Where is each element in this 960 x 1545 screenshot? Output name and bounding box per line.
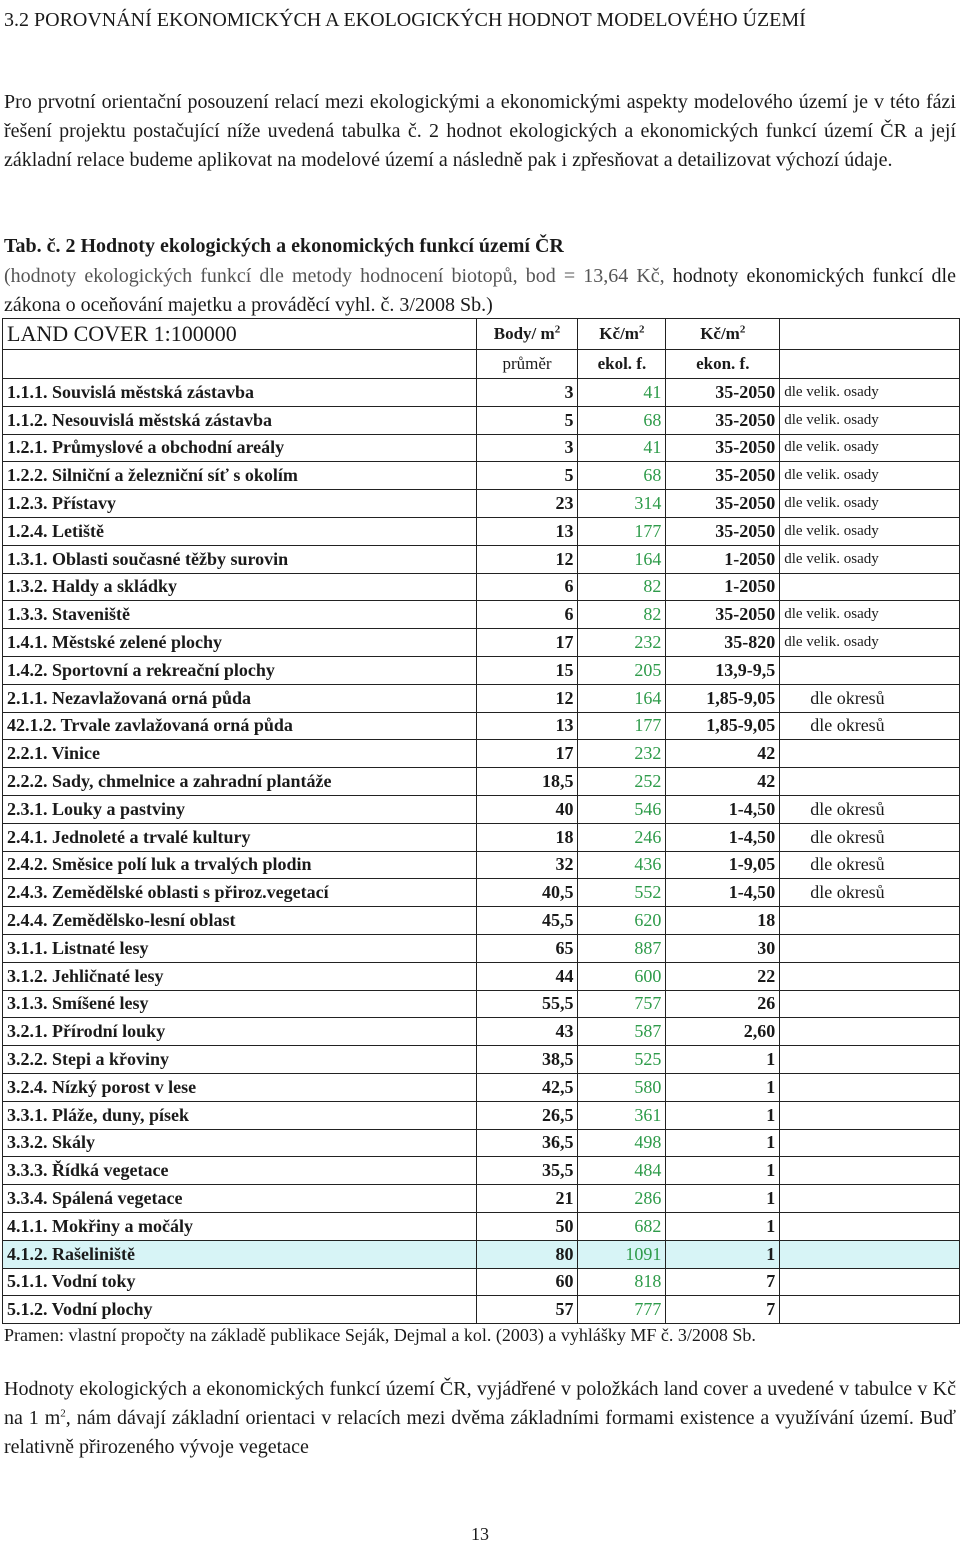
ekon-subheader: ekon. f.: [666, 350, 780, 379]
table-row: [3, 768, 960, 796]
points-value: 21: [476, 1185, 578, 1213]
table-row: [3, 1046, 960, 1074]
table-source: Pramen: vlastní propočty na základě publikace Seják, Dejmal a kol. (2003) a vyhlášky MF č. 3/2008 Sb.: [4, 1325, 756, 1345]
land-cover-name: 2.4.4. Zemědělsko-lesní oblast: [3, 907, 477, 935]
table-row: [3, 823, 960, 851]
table-row: [3, 934, 960, 962]
ekol-value: 164: [578, 684, 666, 712]
note-value: dle okresů: [780, 823, 960, 851]
ekon-value: 42: [666, 740, 780, 768]
land-cover-name: 1.3.2. Haldy a skládky: [3, 573, 477, 601]
ekol-value: 82: [578, 573, 666, 601]
ekol-subheader: ekol. f.: [578, 350, 666, 379]
page-number: 13: [471, 1524, 489, 1544]
ekon-value: 1-4,50: [666, 795, 780, 823]
land-cover-name: 5.1.2. Vodní plochy: [3, 1296, 477, 1324]
table-row: [3, 1185, 960, 1213]
points-value: 12: [476, 545, 578, 573]
ekol-value: 436: [578, 851, 666, 879]
ekon-value: 1,85-9,05: [666, 712, 780, 740]
note-value: dle okresů: [780, 879, 960, 907]
ekol-value: 232: [578, 740, 666, 768]
land-cover-name: 3.3.4. Spálená vegetace: [3, 1185, 477, 1213]
land-cover-name: 3.3.2. Skály: [3, 1129, 477, 1157]
ekon-value: 1: [666, 1157, 780, 1185]
ekol-value: 498: [578, 1129, 666, 1157]
points-value: 18: [476, 823, 578, 851]
note-value: [780, 1268, 960, 1296]
ekon-value: 30: [666, 934, 780, 962]
note-header: [780, 319, 960, 350]
closing-paragraph: Hodnoty ekologických a ekonomických funkcí území ČR, vyjádřené v položkách land cover a uvedené v tabulce v Kč na 1 $m^2$, nám dávají základní orientaci v relacích mezi dvěma základními formami existence a využívání území. Buď relativně přirozeného vývoje vegetace: [4, 1378, 957, 1458]
ekon-value: 35-2050: [666, 434, 780, 462]
note-value: dle velik. osady: [780, 629, 960, 657]
table-row: [3, 1101, 960, 1129]
points-value: 13: [476, 712, 578, 740]
ekon-value: 1,85-9,05: [666, 684, 780, 712]
land-cover-name: 1.1.1. Souvislá městská zástavba: [3, 379, 477, 407]
land-cover-name: 3.3.1. Pláže, duny, písek: [3, 1101, 477, 1129]
points-value: 32: [476, 851, 578, 879]
points-value: 80: [476, 1240, 578, 1268]
ekon-value: 1-2050: [666, 545, 780, 573]
points-value: 13: [476, 517, 578, 545]
note-value: dle velik. osady: [780, 545, 960, 573]
table-row: [3, 795, 960, 823]
points-value: 36,5: [476, 1129, 578, 1157]
table-row: [3, 962, 960, 990]
ekol-value: 177: [578, 517, 666, 545]
note-value: [780, 1240, 960, 1268]
note-value: [780, 1129, 960, 1157]
note-value: [780, 1212, 960, 1240]
note-value: [780, 990, 960, 1018]
points-value: 17: [476, 740, 578, 768]
ekol-value: 246: [578, 823, 666, 851]
points-value: 23: [476, 490, 578, 518]
points-value: 6: [476, 573, 578, 601]
ekol-value: 587: [578, 1018, 666, 1046]
ekol-value: 41: [578, 434, 666, 462]
note-value: dle velik. osady: [780, 434, 960, 462]
land-cover-name: 3.2.1. Přírodní louky: [3, 1018, 477, 1046]
note-value: [780, 1185, 960, 1213]
ekol-value: 620: [578, 907, 666, 935]
ekol-value: 41: [578, 379, 666, 407]
table-row: [3, 1129, 960, 1157]
ekol-value: 252: [578, 768, 666, 796]
ekon-value: 35-2050: [666, 379, 780, 407]
ekon-value: 26: [666, 990, 780, 1018]
ekol-value: 68: [578, 462, 666, 490]
note-value: [780, 573, 960, 601]
points-value: 15: [476, 656, 578, 684]
ekol-header: $Kč/m^2$: [578, 319, 666, 350]
table-row: [3, 851, 960, 879]
ekon-value: 18: [666, 907, 780, 935]
ekon-value: 13,9-9,5: [666, 656, 780, 684]
ekon-value: 35-2050: [666, 490, 780, 518]
average-subheader: průměr: [476, 350, 578, 379]
note-value: dle velik. osady: [780, 379, 960, 407]
note-value: [780, 656, 960, 684]
table-row: [3, 990, 960, 1018]
ekon-value: 1: [666, 1101, 780, 1129]
ekon-value: 1: [666, 1240, 780, 1268]
land-cover-name: 1.2.1. Průmyslové a obchodní areály: [3, 434, 477, 462]
table-row: [3, 517, 960, 545]
ekon-value: 1-4,50: [666, 879, 780, 907]
land-cover-name: 1.4.2. Sportovní a rekreační plochy: [3, 656, 477, 684]
note-value: [780, 740, 960, 768]
note-value: [780, 1296, 960, 1324]
ekol-value: 580: [578, 1073, 666, 1101]
points-value: 42,5: [476, 1073, 578, 1101]
table-row: [3, 740, 960, 768]
ekon-value: 35-2050: [666, 462, 780, 490]
ekon-value: 1: [666, 1073, 780, 1101]
points-value: 60: [476, 1268, 578, 1296]
points-value: 40: [476, 795, 578, 823]
ekon-value: 1: [666, 1046, 780, 1074]
note-value: dle velik. osady: [780, 517, 960, 545]
table-row: [3, 1073, 960, 1101]
table-row: [3, 1212, 960, 1240]
ekol-value: 1091: [578, 1240, 666, 1268]
ekol-value: 818: [578, 1268, 666, 1296]
land-cover-name: 1.3.1. Oblasti současné těžby surovin: [3, 545, 477, 573]
note-subheader: [780, 350, 960, 379]
ekol-value: 68: [578, 406, 666, 434]
note-value: dle velik. osady: [780, 462, 960, 490]
land-cover-name: 1.1.2. Nesouvislá městská zástavba: [3, 406, 477, 434]
table-row: [3, 462, 960, 490]
section-heading: 3.2 POROVNÁNÍ EKONOMICKÝCH A EKOLOGICKÝCH HODNOT MODELOVÉHO ÚZEMÍ: [4, 9, 806, 31]
ekon-value: 42: [666, 768, 780, 796]
points-value: 40,5: [476, 879, 578, 907]
points-value: 17: [476, 629, 578, 657]
table-row: [3, 406, 960, 434]
points-value: 18,5: [476, 768, 578, 796]
ekon-header: $Kč/m^2$: [666, 319, 780, 350]
ekol-value: 205: [578, 656, 666, 684]
land-cover-name: 5.1.1. Vodní toky: [3, 1268, 477, 1296]
points-value: 45,5: [476, 907, 578, 935]
points-value: 26,5: [476, 1101, 578, 1129]
ekol-value: 484: [578, 1157, 666, 1185]
table-row: [3, 1268, 960, 1296]
table-row: [3, 434, 960, 462]
note-value: dle velik. osady: [780, 601, 960, 629]
table-header-row: [3, 319, 960, 350]
note-value: [780, 962, 960, 990]
table-row: [3, 1296, 960, 1324]
note-value: dle velik. osady: [780, 490, 960, 518]
land-cover-name: 1.2.2. Silniční a železniční síť s okolím: [3, 462, 477, 490]
land-cover-name: 3.1.2. Jehličnaté lesy: [3, 962, 477, 990]
note-value: [780, 1046, 960, 1074]
land-cover-name: 2.2.2. Sady, chmelnice a zahradní plantáže: [3, 768, 477, 796]
points-value: 5: [476, 462, 578, 490]
land-cover-name: 1.2.3. Přístavy: [3, 490, 477, 518]
table-row: [3, 684, 960, 712]
table-row: [3, 907, 960, 935]
points-value: 5: [476, 406, 578, 434]
note-value: [780, 907, 960, 935]
land-cover-table: [2, 318, 960, 1324]
ekol-value: 525: [578, 1046, 666, 1074]
land-cover-name: 2.4.1. Jednoleté a trvalé kultury: [3, 823, 477, 851]
land-cover-name: 1.4.1. Městské zelené plochy: [3, 629, 477, 657]
land-cover-name: 1.2.4. Letiště: [3, 517, 477, 545]
table-row: [3, 879, 960, 907]
ekol-value: 757: [578, 990, 666, 1018]
table-row: [3, 490, 960, 518]
ekol-value: 682: [578, 1212, 666, 1240]
table-row: [3, 573, 960, 601]
ekol-value: 546: [578, 795, 666, 823]
land-cover-name: 42.1.2. Trvale zavlažovaná orná půda: [3, 712, 477, 740]
table-row: [3, 1018, 960, 1046]
table-row: [3, 545, 960, 573]
table-subtitle-rest: hodnoty ekonomických funkcí dle zákona o oceňování majetku a prováděcí vyhl. č. 3/2008 Sb.): [4, 265, 956, 316]
ekol-value: 361: [578, 1101, 666, 1129]
table-subtitle: [4, 262, 956, 320]
land-cover-name: 3.2.2. Stepi a křoviny: [3, 1046, 477, 1074]
note-value: [780, 1157, 960, 1185]
points-value: 35,5: [476, 1157, 578, 1185]
points-value: 65: [476, 934, 578, 962]
ekol-value: 82: [578, 601, 666, 629]
ekol-value: 164: [578, 545, 666, 573]
note-value: [780, 768, 960, 796]
ekon-value: 35-2050: [666, 406, 780, 434]
note-value: [780, 1073, 960, 1101]
land-cover-name: 2.2.1. Vinice: [3, 740, 477, 768]
note-value: [780, 1101, 960, 1129]
land-cover-name: 3.2.4. Nízký porost v lese: [3, 1073, 477, 1101]
table-row: [3, 379, 960, 407]
ekon-value: 7: [666, 1268, 780, 1296]
ekon-value: 22: [666, 962, 780, 990]
table-row: [3, 601, 960, 629]
note-value: dle okresů: [780, 684, 960, 712]
table-row: [3, 1240, 960, 1268]
table-row: [3, 712, 960, 740]
ekon-value: 7: [666, 1296, 780, 1324]
points-value: 44: [476, 962, 578, 990]
land-cover-header: LAND COVER 1:100000: [3, 319, 477, 350]
ekon-value: 35-820: [666, 629, 780, 657]
ekol-value: 177: [578, 712, 666, 740]
ekon-value: 35-2050: [666, 601, 780, 629]
ekol-value: 777: [578, 1296, 666, 1324]
ekon-value: 2,60: [666, 1018, 780, 1046]
land-cover-name: 3.3.3. Řídká vegetace: [3, 1157, 477, 1185]
ekol-value: 552: [578, 879, 666, 907]
ekol-value: 314: [578, 490, 666, 518]
land-cover-name: 2.4.2. Směsice polí luk a trvalých plodin: [3, 851, 477, 879]
note-value: dle okresů: [780, 712, 960, 740]
intro-paragraph: Pro prvotní orientační posouzení relací mezi ekologickými a ekonomickými aspekty modelového území je v této fázi řešení projektu postačující níže uvedená tabulka č. 2 hodnot ekologických a ekonomických funkcí území ČR a její základní relace budeme aplikovat na modelové území a následně pak i zpřesňovat a detailizovat výchozí údaje.: [4, 91, 956, 171]
ekol-value: 887: [578, 934, 666, 962]
ekol-value: 286: [578, 1185, 666, 1213]
ekon-value: 1: [666, 1129, 780, 1157]
table-row: [3, 629, 960, 657]
ekon-value: 1-4,50: [666, 823, 780, 851]
empty-subheader: [3, 350, 477, 379]
land-cover-name: 2.4.3. Zemědělské oblasti s přiroz.vegetací: [3, 879, 477, 907]
ekon-value: 1-2050: [666, 573, 780, 601]
points-value: 57: [476, 1296, 578, 1324]
note-value: [780, 1018, 960, 1046]
land-cover-name: 2.3.1. Louky a pastviny: [3, 795, 477, 823]
ekon-value: 35-2050: [666, 517, 780, 545]
ekol-value: 600: [578, 962, 666, 990]
land-cover-name: 3.1.1. Listnaté lesy: [3, 934, 477, 962]
points-value: 3: [476, 434, 578, 462]
land-cover-name: 2.1.1. Nezavlažovaná orná půda: [3, 684, 477, 712]
land-cover-name: 4.1.1. Mokřiny a močály: [3, 1212, 477, 1240]
note-value: dle velik. osady: [780, 406, 960, 434]
ekon-value: 1: [666, 1185, 780, 1213]
points-value: 12: [476, 684, 578, 712]
ekon-value: 1: [666, 1212, 780, 1240]
ekon-value: 1-9,05: [666, 851, 780, 879]
table-title: Tab. č. 2 Hodnoty ekologických a ekonomických funkcí území ČR: [4, 235, 564, 257]
points-value: 55,5: [476, 990, 578, 1018]
land-cover-name: 1.3.3. Staveniště: [3, 601, 477, 629]
points-header: Body/ $m^2$: [476, 319, 578, 350]
points-value: 43: [476, 1018, 578, 1046]
note-value: dle okresů: [780, 851, 960, 879]
points-value: 38,5: [476, 1046, 578, 1074]
land-cover-name: 3.1.3. Smíšené lesy: [3, 990, 477, 1018]
points-value: 3: [476, 379, 578, 407]
points-value: 50: [476, 1212, 578, 1240]
note-value: [780, 934, 960, 962]
table-subheader-row: [3, 350, 960, 379]
note-value: dle okresů: [780, 795, 960, 823]
ekol-value: 232: [578, 629, 666, 657]
points-value: 6: [476, 601, 578, 629]
table-subtitle-gray: (hodnoty ekologických funkcí dle metody hodnocení biotopů, bod = 13,64 Kč,: [4, 265, 665, 287]
table-row: [3, 656, 960, 684]
table-row: [3, 1157, 960, 1185]
land-cover-name: 4.1.2. Rašeliniště: [3, 1240, 477, 1268]
